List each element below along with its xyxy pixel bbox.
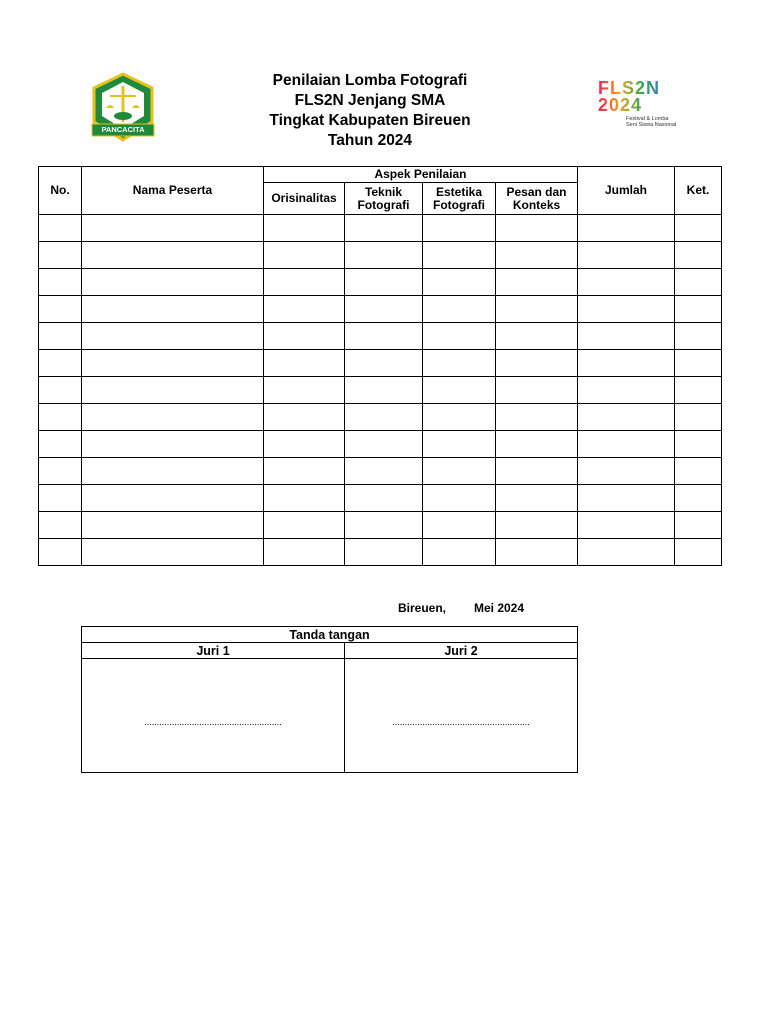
table-cell[interactable]	[345, 485, 423, 512]
date-text: Mei 2024	[474, 601, 525, 615]
table-cell[interactable]	[496, 296, 578, 323]
table-cell[interactable]	[39, 458, 82, 485]
table-row	[39, 242, 722, 269]
header-jumlah: Jumlah	[578, 167, 675, 215]
table-cell[interactable]	[423, 377, 496, 404]
table-cell[interactable]	[423, 404, 496, 431]
table-cell[interactable]	[264, 323, 345, 350]
table-cell[interactable]	[423, 458, 496, 485]
title-line-1: Penilaian Lomba Fotografi	[272, 72, 468, 89]
table-cell[interactable]	[264, 512, 345, 539]
table-cell[interactable]	[423, 350, 496, 377]
table-cell[interactable]	[496, 215, 578, 242]
table-cell[interactable]	[578, 485, 675, 512]
header-ket: Ket.	[675, 167, 722, 215]
fls2n-sub-1: Festival & Lomba	[626, 116, 669, 122]
header-estetika-fotografi: Estetika Fotografi	[423, 183, 496, 215]
table-cell[interactable]	[345, 404, 423, 431]
table-cell[interactable]	[264, 350, 345, 377]
table-cell[interactable]	[345, 539, 423, 566]
table-cell[interactable]	[578, 539, 675, 566]
table-cell[interactable]	[675, 215, 722, 242]
table-cell[interactable]	[264, 485, 345, 512]
table-cell[interactable]	[39, 377, 82, 404]
table-cell[interactable]	[423, 485, 496, 512]
table-cell[interactable]	[496, 458, 578, 485]
table-cell[interactable]	[82, 485, 264, 512]
document-title	[200, 71, 540, 151]
table-cell[interactable]	[675, 458, 722, 485]
header-teknik-fotografi: Teknik Fotografi	[345, 183, 423, 215]
judge-1-signature-area[interactable]	[82, 659, 345, 773]
table-row	[39, 431, 722, 458]
title-line-4: Tahun 2024	[327, 132, 413, 149]
table-cell[interactable]	[264, 458, 345, 485]
table-cell[interactable]	[496, 539, 578, 566]
table-cell[interactable]	[345, 323, 423, 350]
table-row	[39, 296, 722, 323]
table-cell[interactable]	[496, 242, 578, 269]
signature-table	[81, 626, 578, 773]
table-cell[interactable]	[423, 296, 496, 323]
fls2n-2024-logo-icon	[598, 80, 688, 126]
table-cell[interactable]	[496, 404, 578, 431]
table-row	[39, 404, 722, 431]
judge-2-signature-line: .......................................................	[392, 716, 530, 727]
table-cell[interactable]	[82, 296, 264, 323]
table-cell[interactable]	[345, 269, 423, 296]
table-cell[interactable]	[578, 350, 675, 377]
pancacita-emblem-icon	[88, 72, 158, 142]
judge-2-label: Juri 2	[345, 643, 578, 659]
table-cell[interactable]	[345, 215, 423, 242]
table-cell[interactable]	[496, 350, 578, 377]
table-cell[interactable]	[264, 242, 345, 269]
table-cell[interactable]	[578, 269, 675, 296]
table-cell[interactable]	[578, 242, 675, 269]
header-no: No.	[39, 167, 82, 215]
table-cell[interactable]	[82, 539, 264, 566]
table-cell[interactable]	[39, 485, 82, 512]
table-cell[interactable]	[578, 458, 675, 485]
table-row	[39, 269, 722, 296]
table-cell[interactable]	[675, 296, 722, 323]
table-cell[interactable]	[264, 296, 345, 323]
table-row	[39, 539, 722, 566]
judge-2-signature-area[interactable]	[345, 659, 578, 773]
table-row	[39, 485, 722, 512]
table-cell[interactable]	[264, 539, 345, 566]
table-cell[interactable]	[264, 431, 345, 458]
table-cell[interactable]	[675, 512, 722, 539]
table-cell[interactable]	[423, 242, 496, 269]
title-line-3: Tingkat Kabupaten Bireuen	[269, 112, 471, 129]
table-cell[interactable]	[345, 431, 423, 458]
table-cell[interactable]	[264, 404, 345, 431]
table-cell[interactable]	[578, 323, 675, 350]
table-row	[39, 350, 722, 377]
table-cell[interactable]	[82, 242, 264, 269]
table-cell[interactable]	[578, 431, 675, 458]
table-cell[interactable]	[82, 512, 264, 539]
table-cell[interactable]	[82, 404, 264, 431]
table-cell[interactable]	[675, 539, 722, 566]
table-cell[interactable]	[39, 404, 82, 431]
table-cell[interactable]	[423, 269, 496, 296]
table-cell[interactable]	[345, 512, 423, 539]
table-row	[39, 458, 722, 485]
scoring-table	[38, 166, 722, 566]
table-row	[39, 512, 722, 539]
table-row	[39, 377, 722, 404]
table-cell[interactable]	[675, 323, 722, 350]
table-cell[interactable]	[578, 296, 675, 323]
table-cell[interactable]	[675, 377, 722, 404]
table-cell[interactable]	[39, 539, 82, 566]
table-cell[interactable]	[39, 215, 82, 242]
table-cell[interactable]	[39, 431, 82, 458]
table-cell[interactable]	[39, 269, 82, 296]
signature-title: Tanda tangan	[82, 627, 578, 643]
judge-1-label: Juri 1	[82, 643, 345, 659]
table-cell[interactable]	[345, 350, 423, 377]
table-cell[interactable]	[39, 350, 82, 377]
table-row	[39, 323, 722, 350]
table-cell[interactable]	[423, 431, 496, 458]
header-nama-peserta: Nama Peserta	[82, 167, 264, 215]
table-cell[interactable]	[82, 323, 264, 350]
table-row	[39, 215, 722, 242]
table-cell[interactable]	[82, 350, 264, 377]
header-orisinalitas: Orisinalitas	[264, 183, 345, 215]
table-cell[interactable]	[423, 512, 496, 539]
table-cell[interactable]	[496, 485, 578, 512]
table-cell[interactable]	[578, 377, 675, 404]
table-cell[interactable]	[675, 269, 722, 296]
table-cell[interactable]	[423, 539, 496, 566]
table-cell[interactable]	[496, 431, 578, 458]
header-pesan-dan-konteks: Pesan dan Konteks	[496, 183, 578, 215]
table-cell[interactable]	[345, 377, 423, 404]
header-aspek-penilaian: Aspek Penilaian	[264, 167, 578, 183]
table-cell[interactable]	[39, 242, 82, 269]
table-cell[interactable]	[345, 458, 423, 485]
table-cell[interactable]	[264, 377, 345, 404]
table-cell[interactable]	[264, 269, 345, 296]
table-cell[interactable]	[82, 458, 264, 485]
table-cell[interactable]	[82, 215, 264, 242]
table-cell[interactable]	[423, 323, 496, 350]
table-cell[interactable]	[496, 512, 578, 539]
table-cell[interactable]	[423, 215, 496, 242]
pancacita-label: PANCACITA	[101, 125, 145, 134]
table-cell[interactable]	[675, 242, 722, 269]
table-cell[interactable]	[578, 512, 675, 539]
table-cell[interactable]	[345, 242, 423, 269]
table-cell[interactable]	[39, 512, 82, 539]
table-cell[interactable]	[39, 323, 82, 350]
table-cell[interactable]	[675, 404, 722, 431]
title-line-2: FLS2N Jenjang SMA	[294, 92, 446, 109]
table-cell[interactable]	[675, 431, 722, 458]
place-text: Bireuen,	[398, 601, 447, 615]
judge-1-signature-line: .......................................................	[144, 716, 282, 727]
table-cell[interactable]	[578, 404, 675, 431]
table-cell[interactable]	[675, 485, 722, 512]
table-cell[interactable]	[496, 269, 578, 296]
table-cell[interactable]	[496, 323, 578, 350]
table-cell[interactable]	[496, 377, 578, 404]
fls2n-logo-text: FLS2N 2024	[598, 80, 684, 114]
table-cell[interactable]	[82, 269, 264, 296]
fls2n-sub-2: Seni Siswa Nasional	[626, 122, 677, 128]
table-cell[interactable]	[82, 377, 264, 404]
table-cell[interactable]	[82, 431, 264, 458]
table-cell[interactable]	[345, 296, 423, 323]
table-cell[interactable]	[675, 350, 722, 377]
table-cell[interactable]	[578, 215, 675, 242]
table-cell[interactable]	[39, 296, 82, 323]
table-cell[interactable]	[264, 215, 345, 242]
